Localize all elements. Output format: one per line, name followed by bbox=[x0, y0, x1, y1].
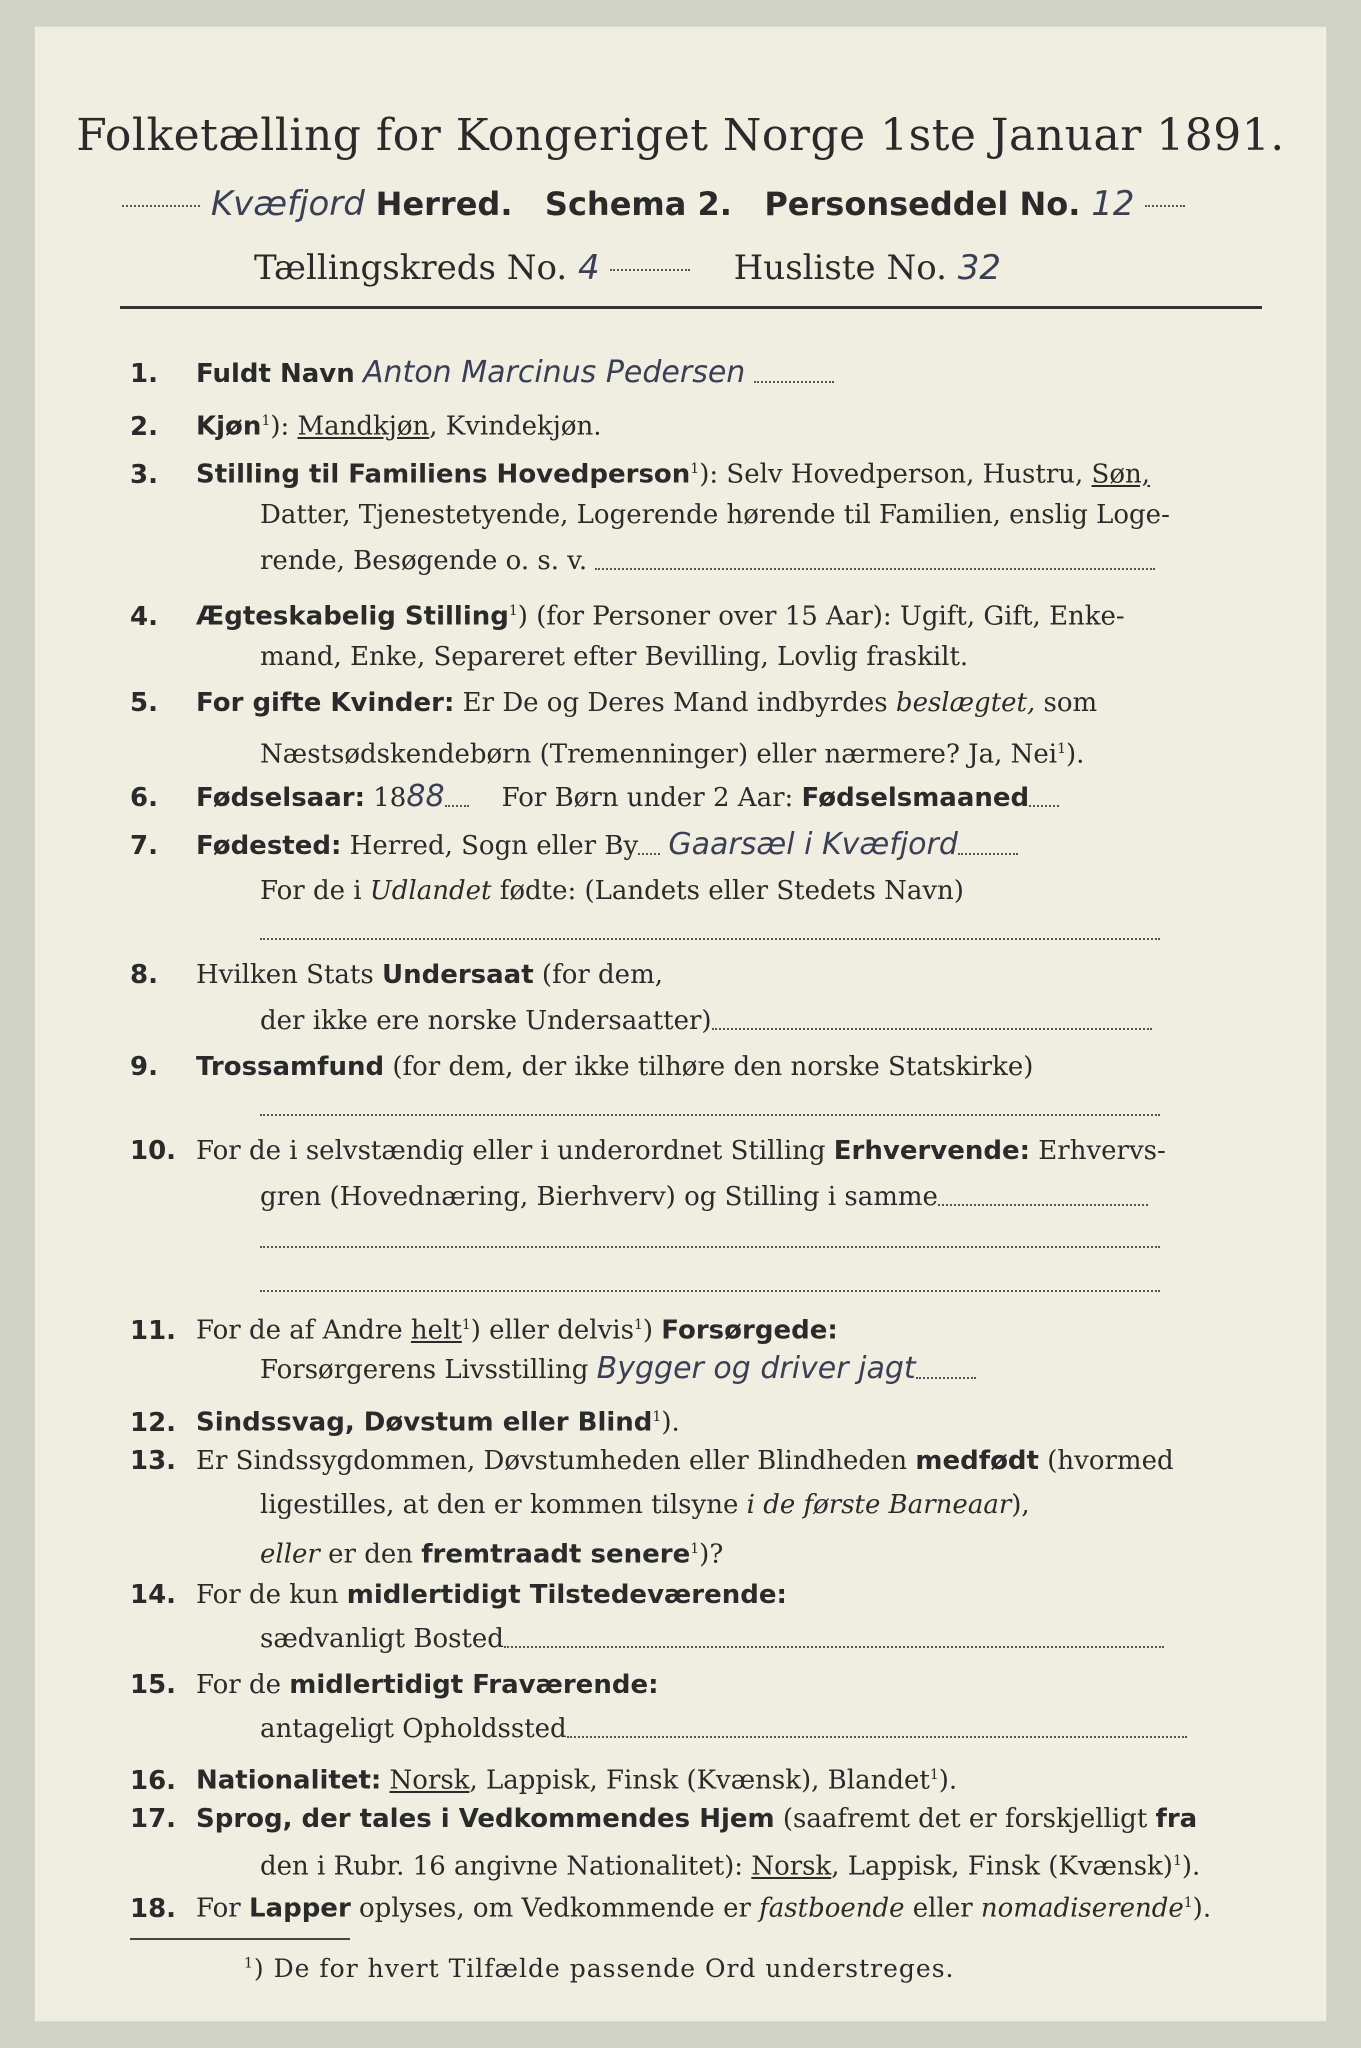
header-rule bbox=[120, 306, 1262, 309]
item-6: 6. Fødselsaar: 1888 For Børn under 2 Aar: Fødselsmaaned bbox=[130, 780, 1059, 815]
item-7: 7. Fødested: Herred, Sogn eller By Gaarsæl i Kvæfjord bbox=[130, 828, 1018, 863]
item-16: 16. Nationalitet: Norsk, Lappisk, Finsk (Kvænsk), Blandet$^1$). bbox=[130, 1765, 958, 1796]
answer-mandkjon: Mandkjøn bbox=[297, 411, 430, 442]
item-7-blank bbox=[260, 914, 1160, 948]
item-14-line2: sædvanligt Bosted bbox=[260, 1622, 1164, 1656]
header-line-herred: Kvæfjord Herred. Schema 2. Personseddel No. 12 bbox=[122, 184, 1185, 224]
item-17: 17. Sprog, der tales i Vedkommendes Hjem (saafremt det er forskjelligt fra bbox=[130, 1804, 1198, 1834]
item-1: 1. Fuldt Navn Anton Marcinus Pedersen bbox=[130, 356, 834, 391]
header-line-taelling: Tællingskreds No. 4 Husliste No. 32 bbox=[254, 248, 1001, 288]
census-form bbox=[34, 26, 1327, 2022]
item-10-line2: gren (Hovednæring, Bierhverv) og Stilling i samme bbox=[260, 1180, 1148, 1214]
item-5-line2: Næstsødskendebørn (Tremenninger) eller nærmere? Ja, Nei$^1$). bbox=[260, 739, 1085, 770]
item-13: 13. Er Sindssygdommen, Døvstumheden eller Blindheden medfødt (hvormed bbox=[130, 1446, 1174, 1476]
item-11-line2: Forsørgerens Livsstilling Bygger og driver jagt bbox=[260, 1352, 976, 1387]
answer-son: Søn, bbox=[1091, 459, 1151, 490]
item-3-line3: rende, Besøgende o. s. v. bbox=[260, 544, 1155, 578]
item-17-line2: den i Rubr. 16 angivne Nationalitet): Norsk, Lappisk, Finsk (Kvænsk)$^1$). bbox=[260, 1851, 1201, 1882]
herred-handwritten: Kvæfjord bbox=[210, 184, 365, 224]
item-7-line2: For de i Udlandet fødte: (Landets eller Stedets Navn) bbox=[260, 876, 964, 906]
personseddel-number: 12 bbox=[1091, 184, 1135, 224]
item-10-blank2 bbox=[260, 1266, 1160, 1300]
husliste-number: 32 bbox=[957, 248, 1001, 288]
item-12: 12. Sindssvag, Døvstum eller Blind$^1$). bbox=[130, 1407, 680, 1438]
item-3: 3. Stilling til Familiens Hovedperson$^1$): Selv Hovedperson, Hustru, Søn, bbox=[130, 459, 1151, 490]
item-8: 8. Hvilken Stats Undersaat (for dem, bbox=[130, 960, 663, 990]
item-9-blank bbox=[260, 1090, 1160, 1124]
footnote-rule bbox=[130, 1938, 350, 1940]
answer-birthplace: Gaarsæl i Kvæfjord bbox=[668, 827, 958, 862]
item-4: 4. Ægteskabelig Stilling$^1$) (for Personer over 15 Aar): Ugift, Gift, Enke- bbox=[130, 601, 1125, 632]
taellingskreds-number: 4 bbox=[577, 248, 600, 288]
item-13-line2: ligestilles, at den er kommen tilsyne i de første Barneaar), bbox=[260, 1490, 1030, 1520]
answer-birthyear: 88 bbox=[406, 779, 445, 814]
item-10-blank1 bbox=[260, 1222, 1160, 1256]
item-9: 9. Trossamfund (for dem, der ikke tilhøre den norske Statskirke) bbox=[130, 1052, 1034, 1082]
answer-name: Anton Marcinus Pedersen bbox=[363, 355, 746, 390]
item-13-line3: eller er den fremtraadt senere$^1$)? bbox=[260, 1539, 724, 1570]
item-5: 5. For gifte Kvinder: Er De og Deres Mand indbyrdes beslægtet, som bbox=[130, 688, 1098, 718]
item-4-line2: mand, Enke, Separeret efter Bevilling, Lovlig fraskilt. bbox=[260, 642, 969, 672]
item-14: 14. For de kun midlertidigt Tilstedeværende: bbox=[130, 1580, 787, 1610]
answer-provider: Bygger og driver jagt bbox=[596, 1351, 916, 1386]
item-18: 18. For Lapper oplyses, om Vedkommende er fastboende eller nomadiserende$^1$). bbox=[130, 1893, 1212, 1924]
item-15: 15. For de midlertidigt Fraværende: bbox=[130, 1670, 659, 1700]
item-2: 2. Kjøn$^1$): Mandkjøn, Kvindekjøn. bbox=[130, 411, 602, 442]
item-15-line2: antageligt Opholdssted bbox=[260, 1712, 1187, 1746]
item-8-line2: der ikke ere norske Undersaatter) bbox=[260, 1004, 1152, 1038]
footnote: $^1$) De for hvert Tilfælde passende Ord understreges. bbox=[244, 1954, 955, 1983]
item-3-line2: Datter, Tjenestetyende, Logerende hørende til Familien, enslig Loge- bbox=[260, 500, 1170, 530]
form-title: Folketælling for Kongeriget Norge 1ste Januar 1891. bbox=[76, 110, 1285, 161]
item-10: 10. For de i selvstændig eller i underordnet Stilling Erhvervende: Erhvervs- bbox=[130, 1136, 1166, 1166]
item-11: 11. For de af Andre helt$^1$) eller delvis$^1$) Forsørgede: bbox=[130, 1315, 838, 1346]
